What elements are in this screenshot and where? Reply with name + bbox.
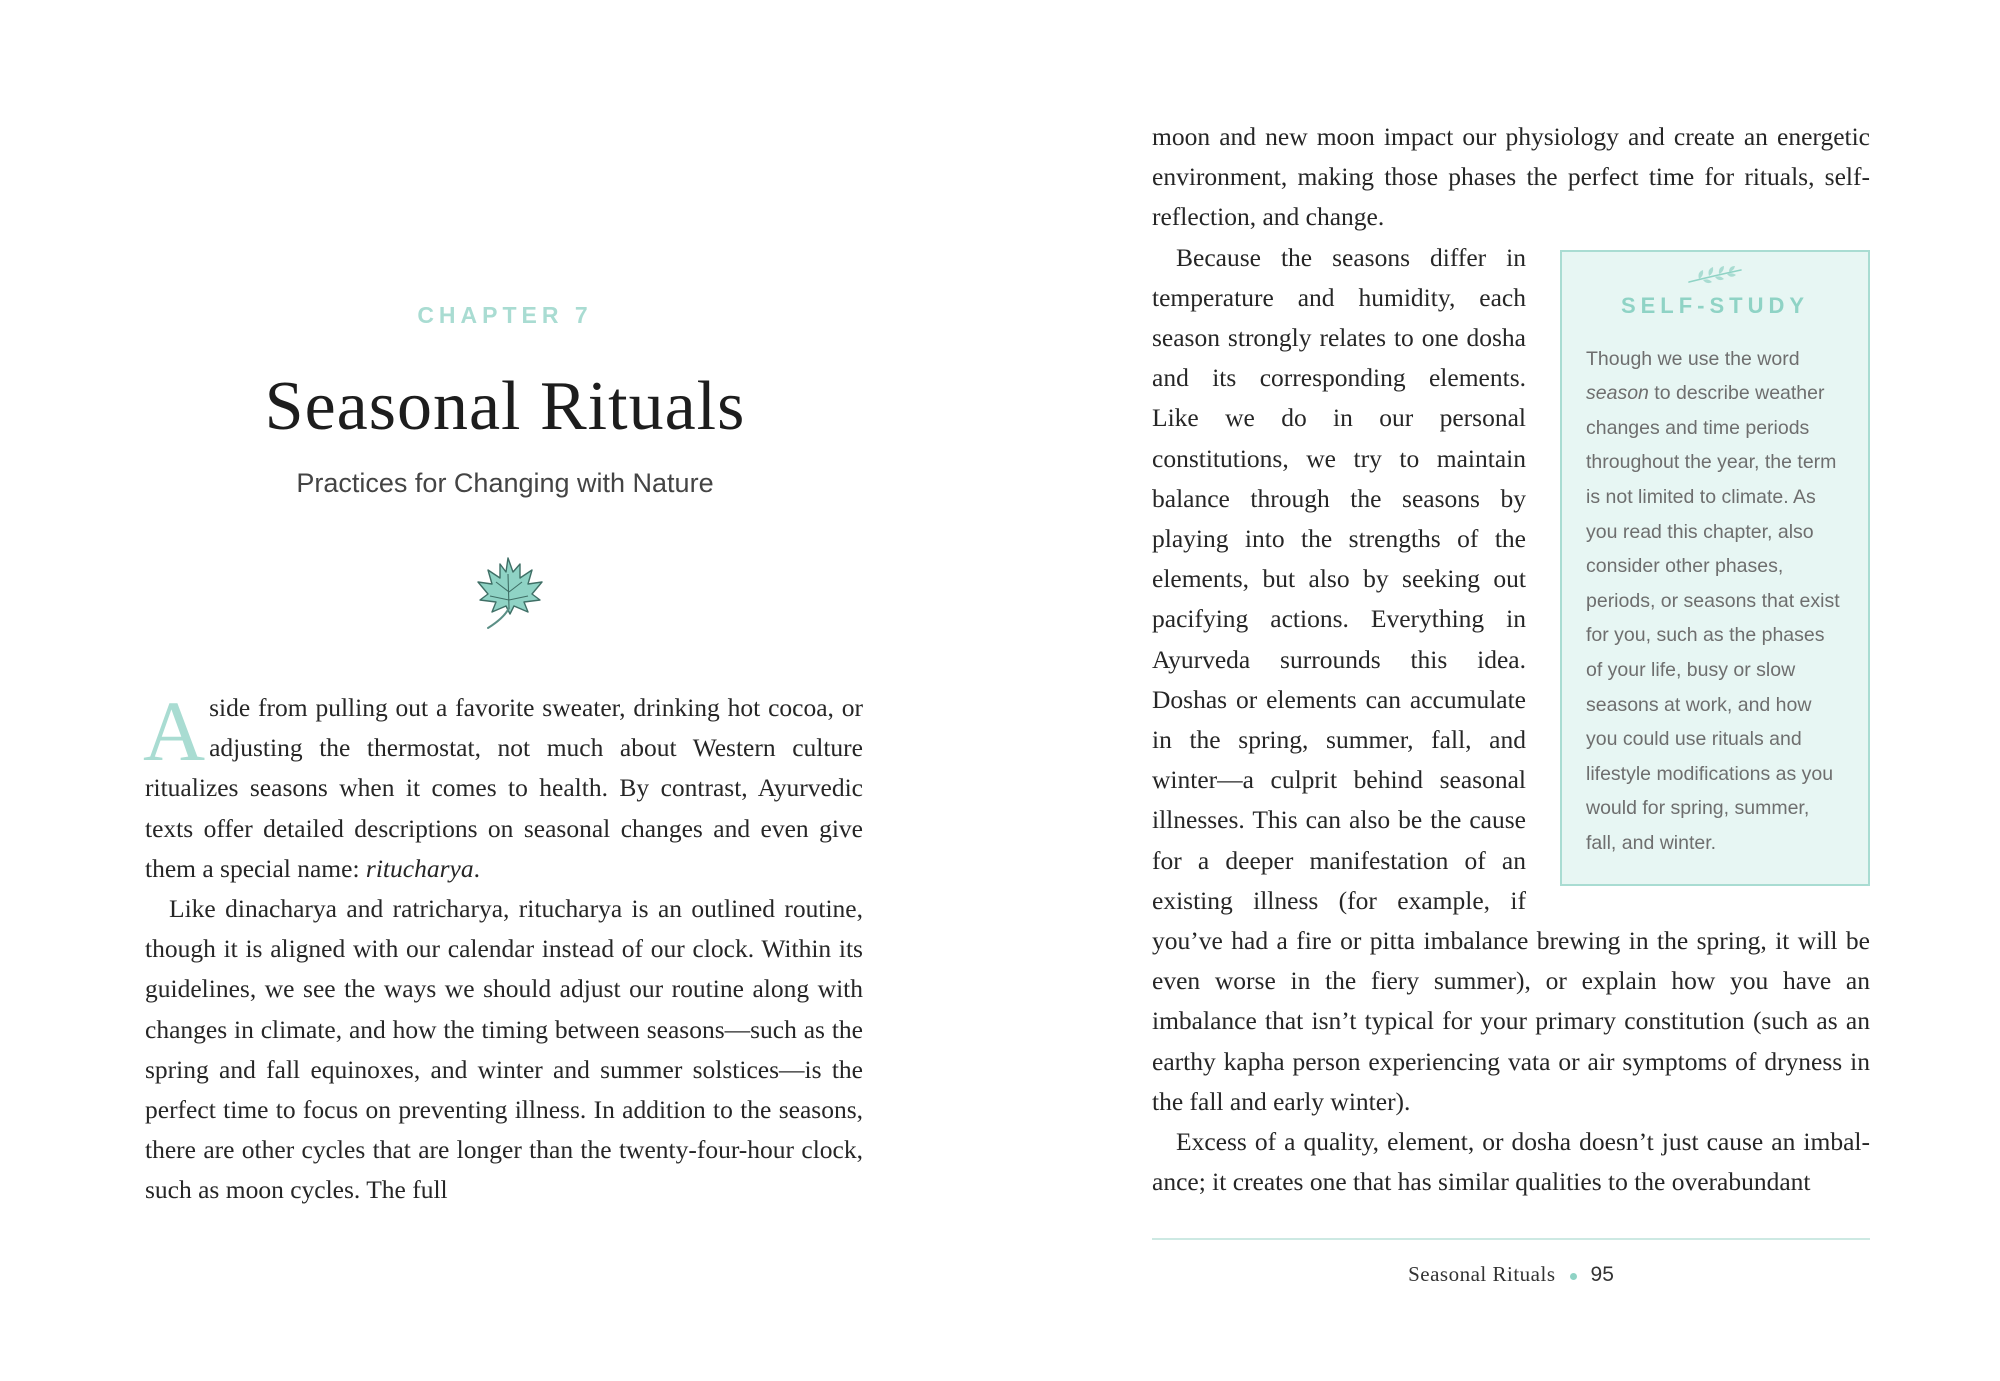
right-body-text bbox=[1152, 117, 1870, 1202]
excess-paragraph: Excess of a quality, element, or dosha doesn’t just cause an imbalance; it creates one that has similar qualities to the overabundant bbox=[1152, 1127, 1870, 1197]
sidebar-text-after: to describe weather changes and time periods throughout the year, the term is not limited to climate. As you read this chapter, also consider other phases, periods, or seasons that exist for you, such as the phases of your life, busy or slow seasons at work, and how you could use rituals and lifestyle modifications as you would for spring, summer, fall, and winter. bbox=[1586, 382, 1840, 854]
intro-paragraph-text: side from pulling out a favorite sweater, drinking hot cocoa, or adjusting the thermostat, not much about Western culture ritualizes seasons when it comes to health. By contrast, Ayurvedic texts offer detailed descriptions on seasonal changes and even give them a special name: bbox=[145, 693, 863, 883]
page-number: 95 bbox=[1590, 1263, 1614, 1286]
intro-paragraph-end: . bbox=[473, 853, 480, 883]
chapter-title: Seasonal Rituals bbox=[264, 368, 746, 445]
footer-rule bbox=[1152, 1238, 1870, 1240]
page-footer bbox=[1152, 1262, 1870, 1287]
season-term: season bbox=[1586, 382, 1649, 405]
continued-paragraph: moon and new moon impact our physiology and create an energetic environment, making those phases the perfect time for rituals, self-reflection, and change. bbox=[1152, 122, 1870, 232]
seasons-paragraph: Because the seasons differ in temperature and humidity, each season strongly relates to one dosha and its corresponding elements. Like we do in our personal constitutions, we try to maintain balance through the seasons by playing into the strengths of the elements, but also by seeking out pacifying actions. Everything in Ayurveda surrounds this idea. Doshas or elements can accumulate in the spring, summer, fall, and winter—a culprit behind seasonal illnesses. This can also be the cause for a deeper manifestation of an existing illness (for example, if you’ve had a fire or pitta imbalance brewing in the spring, it will be even worse in the fiery summer), or explain how you have an imbalance that isn’t typical for your primary constitution (such as an earthy kapha person experiencing vata or air symptoms of dryness in the fall and early winter). bbox=[1152, 242, 1870, 1116]
chapter-subtitle: Practices for Changing with Nature bbox=[296, 468, 714, 498]
drop-cap: A bbox=[143, 683, 206, 779]
intro-paragraph bbox=[143, 683, 863, 889]
running-footer-title: Seasonal Rituals bbox=[1408, 1262, 1556, 1286]
ritucharya-term: ritucharya bbox=[365, 853, 474, 883]
left-body-text bbox=[143, 683, 863, 1211]
maple-leaf-icon bbox=[468, 552, 548, 632]
sidebar-title: SELF-STUDY bbox=[1620, 292, 1810, 318]
sidebar-text-before: Though we use the word bbox=[1586, 347, 1800, 370]
chapter-label: CHAPTER 7 bbox=[417, 302, 593, 328]
sidebar-body bbox=[1586, 342, 1844, 861]
sprig-icon bbox=[1683, 264, 1747, 286]
self-study-sidebar bbox=[1560, 250, 1870, 886]
footer-dot-icon bbox=[1570, 1273, 1577, 1280]
right-page bbox=[1000, 0, 2000, 1381]
ritucharya-paragraph: Like dinacharya and ratricharya, ritucharya is an outlined routine, though it is aligned with our calendar instead of our clock. Within its guidelines, we see the ways we should adjust our routine along with changes in climate, and how the timing between seasons—such as the spring and fall equinoxes, and winter and summer solstices—is the perfect time to focus on preventing illness. In addition to the seasons, there are other cycles that are longer than the twenty-four-hour clock, such as moon cycles. The full bbox=[145, 894, 863, 1205]
